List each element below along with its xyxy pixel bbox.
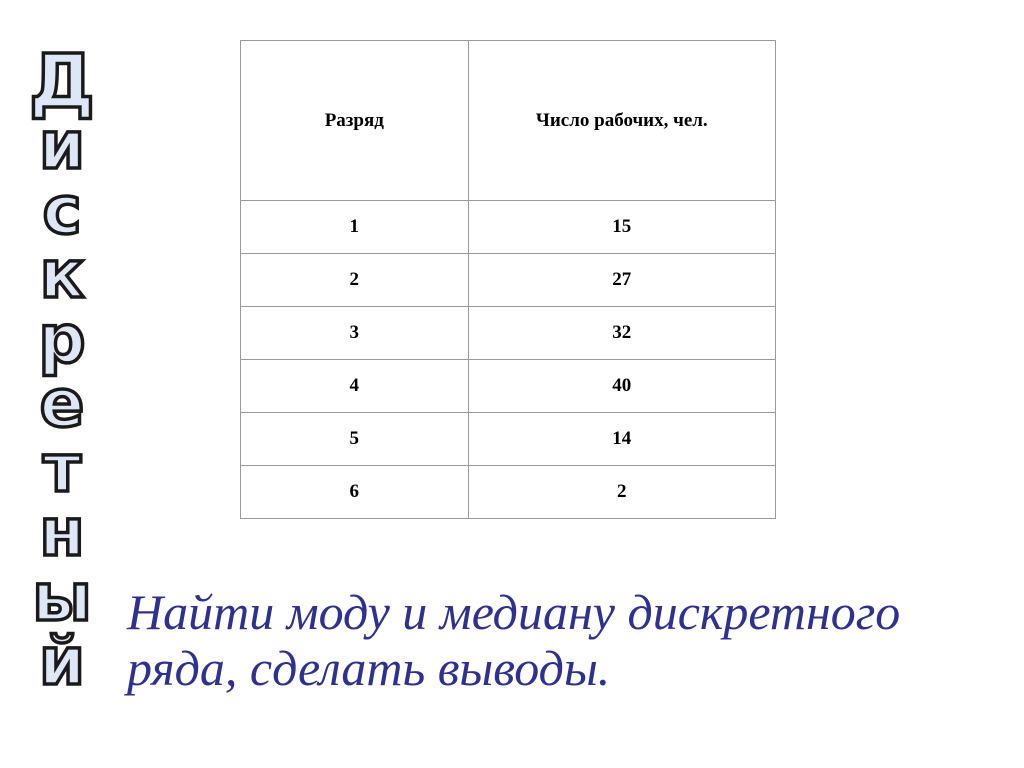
table-row — [241, 360, 776, 413]
letter-en: н — [39, 494, 85, 572]
cell-rank: 2 — [241, 254, 469, 307]
cell-rank: 5 — [241, 413, 469, 466]
cell-workers: 40 — [468, 360, 775, 413]
cell-rank: 3 — [241, 307, 469, 360]
letter-ka: к — [39, 236, 85, 314]
letter-ye: е — [39, 365, 85, 443]
table-row — [241, 307, 776, 360]
letter-de: Д — [29, 39, 95, 125]
vertical-title-word — [22, 39, 102, 700]
table-row — [241, 254, 776, 307]
letter-es: с — [42, 171, 82, 249]
table-row — [241, 201, 776, 254]
cell-rank: 4 — [241, 360, 469, 413]
letter-er: р — [38, 300, 86, 378]
cell-rank: 1 — [241, 201, 469, 254]
letter-yery: ы — [32, 558, 92, 636]
frequency-table — [240, 40, 776, 519]
letter-i: и — [38, 107, 86, 185]
cell-workers: 2 — [468, 466, 775, 519]
letter-te: т — [42, 429, 82, 507]
table-header-row — [241, 41, 776, 201]
cell-rank: 6 — [241, 466, 469, 519]
cell-workers: 27 — [468, 254, 775, 307]
header-rank: Разряд — [241, 41, 469, 201]
task-statement: Найти моду и медиану дискретного ряда, сделать выводы. — [127, 584, 901, 696]
cell-workers: 15 — [468, 201, 775, 254]
cell-workers: 14 — [468, 413, 775, 466]
header-workers-count: Число рабочих, чел. — [468, 41, 775, 201]
table-row — [241, 466, 776, 519]
letter-i-kratkoye: й — [38, 622, 86, 700]
cell-workers: 32 — [468, 307, 775, 360]
table-row — [241, 413, 776, 466]
